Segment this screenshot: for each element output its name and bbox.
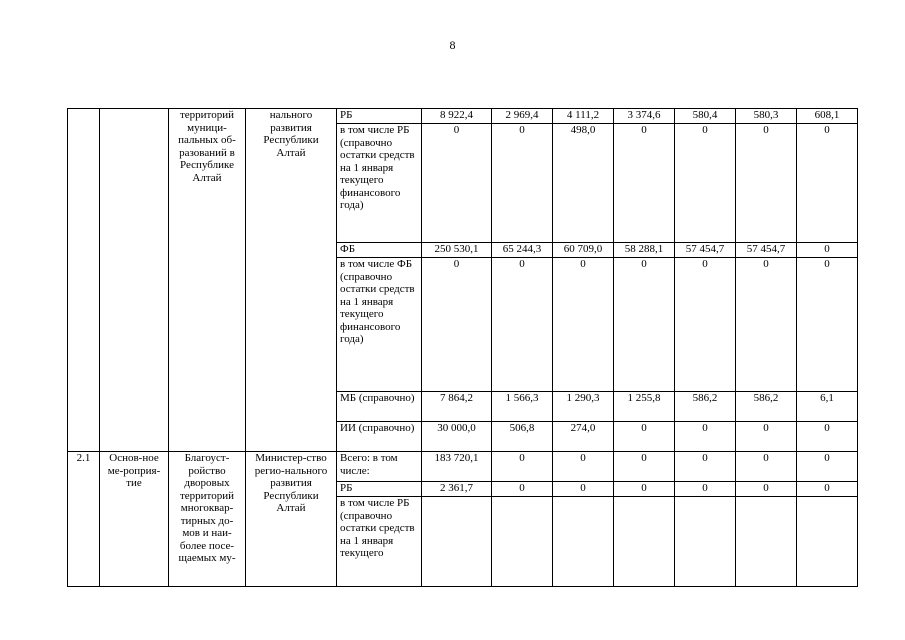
value-cell: 0: [422, 258, 492, 392]
value-cell: 0: [736, 422, 797, 452]
row-name-cell: Благоуст-ройство дворовых территорий многоквар-тирных до-мов и наи-более посе-щаемых му-: [169, 452, 246, 587]
source-cell: ФБ: [337, 243, 422, 258]
row-number-cell: 2.1: [68, 452, 100, 587]
value-cell: 0: [492, 452, 553, 482]
value-cell: 506,8: [492, 422, 553, 452]
value-cell: 586,2: [736, 392, 797, 422]
value-cell: 586,2: [675, 392, 736, 422]
value-cell: 580,4: [675, 109, 736, 124]
value-cell: 0: [675, 422, 736, 452]
value-cell: 57 454,7: [736, 243, 797, 258]
value-cell: 0: [736, 258, 797, 392]
value-cell: 1 255,8: [614, 392, 675, 422]
value-cell: [492, 497, 553, 587]
value-cell: 60 709,0: [553, 243, 614, 258]
value-cell: 57 454,7: [675, 243, 736, 258]
value-cell: 0: [422, 124, 492, 243]
value-cell: 58 288,1: [614, 243, 675, 258]
value-cell: [614, 497, 675, 587]
row-executor-cell: Министер-ство регио-нального развития Республики Алтай: [246, 452, 337, 587]
value-cell: [736, 497, 797, 587]
value-cell: 0: [492, 258, 553, 392]
value-cell: 0: [797, 422, 858, 452]
value-cell: 65 244,3: [492, 243, 553, 258]
value-cell: 608,1: [797, 109, 858, 124]
value-cell: 0: [553, 452, 614, 482]
value-cell: 30 000,0: [422, 422, 492, 452]
page-number: 8: [449, 38, 456, 52]
value-cell: [797, 497, 858, 587]
source-cell: в том числе ФБ (справочно остатки средств на 1 января текущего финансового года): [337, 258, 422, 392]
value-cell: 274,0: [553, 422, 614, 452]
value-cell: 580,3: [736, 109, 797, 124]
value-cell: 0: [614, 452, 675, 482]
value-cell: 8 922,4: [422, 109, 492, 124]
table-row: [68, 452, 858, 482]
value-cell: 1 290,3: [553, 392, 614, 422]
value-cell: 2 361,7: [422, 482, 492, 497]
value-cell: 0: [736, 452, 797, 482]
value-cell: [422, 497, 492, 587]
value-cell: 250 530,1: [422, 243, 492, 258]
value-cell: 7 864,2: [422, 392, 492, 422]
value-cell: 0: [675, 124, 736, 243]
value-cell: 0: [797, 452, 858, 482]
row-number-cell: [68, 109, 100, 452]
source-cell: РБ: [337, 109, 422, 124]
budget-table: [67, 108, 858, 587]
value-cell: 0: [797, 124, 858, 243]
value-cell: 0: [797, 258, 858, 392]
row-executor-cell: нального развития Республики Алтай: [246, 109, 337, 452]
value-cell: 3 374,6: [614, 109, 675, 124]
source-cell: Всего: в том числе:: [337, 452, 422, 482]
value-cell: 0: [614, 422, 675, 452]
source-cell: РБ: [337, 482, 422, 497]
value-cell: 0: [675, 452, 736, 482]
value-cell: 4 111,2: [553, 109, 614, 124]
value-cell: 0: [675, 482, 736, 497]
value-cell: 0: [492, 482, 553, 497]
source-cell: МБ (справочно): [337, 392, 422, 422]
value-cell: [675, 497, 736, 587]
value-cell: 0: [553, 482, 614, 497]
value-cell: 0: [614, 124, 675, 243]
value-cell: 0: [614, 258, 675, 392]
table-row: [68, 109, 858, 124]
value-cell: [553, 497, 614, 587]
value-cell: 6,1: [797, 392, 858, 422]
value-cell: 2 969,4: [492, 109, 553, 124]
value-cell: 0: [797, 482, 858, 497]
value-cell: 498,0: [553, 124, 614, 243]
row-name-cell: территорий муници-пальных об-разований в Республике Алтай: [169, 109, 246, 452]
value-cell: 0: [492, 124, 553, 243]
source-cell: в том числе РБ (справочно остатки средств на 1 января текущего финансового года): [337, 124, 422, 243]
source-cell: ИИ (справочно): [337, 422, 422, 452]
value-cell: 0: [797, 243, 858, 258]
value-cell: 183 720,1: [422, 452, 492, 482]
value-cell: 0: [736, 124, 797, 243]
row-status-cell: [100, 109, 169, 452]
value-cell: 0: [675, 258, 736, 392]
value-cell: 0: [553, 258, 614, 392]
value-cell: 0: [614, 482, 675, 497]
row-status-cell: Основ-ное ме-роприя-тие: [100, 452, 169, 587]
value-cell: 1 566,3: [492, 392, 553, 422]
source-cell: в том числе РБ (справочно остатки средств на 1 января текущего: [337, 497, 422, 587]
value-cell: 0: [736, 482, 797, 497]
